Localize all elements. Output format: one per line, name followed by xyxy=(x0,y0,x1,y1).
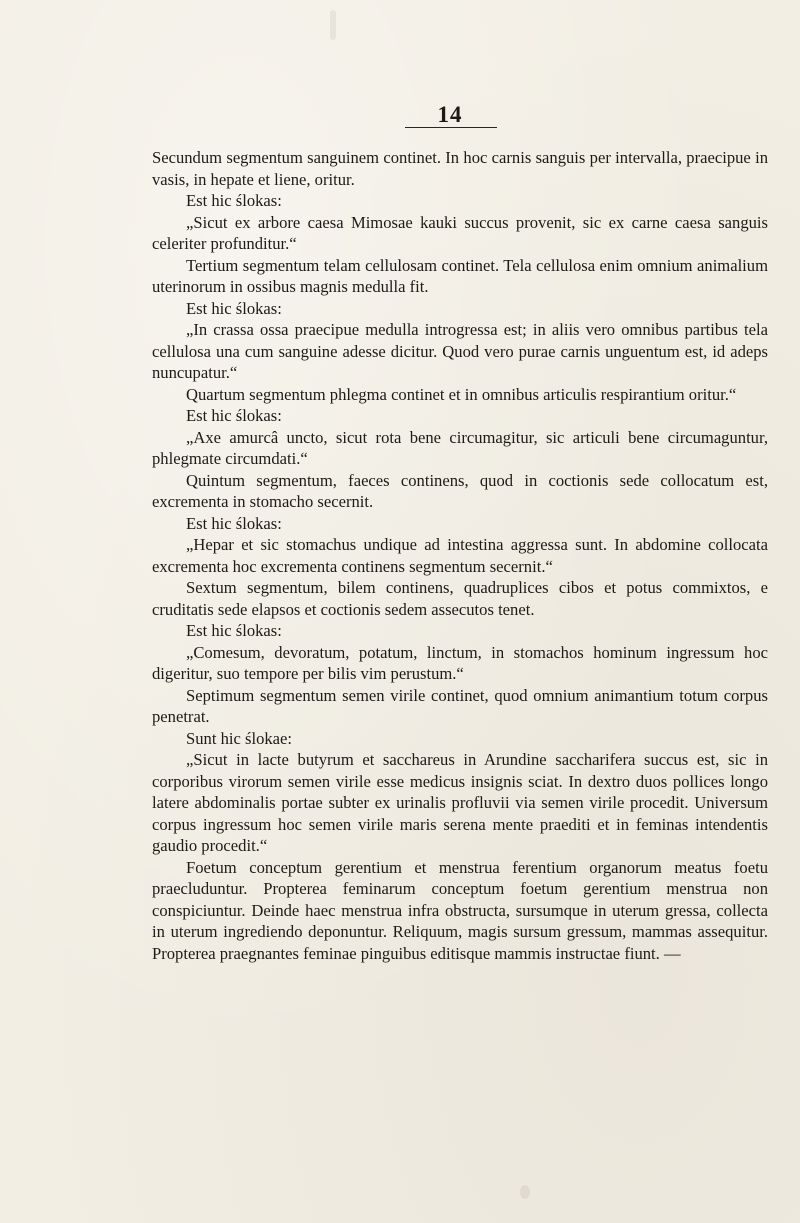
paragraph: Secundum segmentum sanguinem continet. In hoc carnis sanguis per intervalla, praecipue in vasis, in hepate et liene, oritur. xyxy=(152,148,768,189)
paragraph: Est hic ślokas: xyxy=(186,513,282,533)
paragraph: Est hic ślokas: xyxy=(186,298,282,318)
paragraph: „Hepar et sic stomachus undique ad intestina aggressa sunt. In abdomine collocata excrementa hoc excrementa continens segmentum secernit.“ xyxy=(152,535,768,576)
paragraph: Est hic ślokas: xyxy=(186,406,282,425)
paragraph: „Axe amurcâ uncto, sicut rota bene circumagitur, sic articuli bene circumaguntur, phlegmate circumdati.“ xyxy=(152,427,768,468)
paragraph: Septimum segmentum semen virile continet, quod omnium animantium totum corpus penetrat. xyxy=(152,685,768,726)
paragraph: Sextum segmentum, bilem continens, quadruplices cibos et potus commixtos, e cruditatis sede elapsos et coctionis sedem assecutos tenet. xyxy=(152,578,768,619)
paragraph: „Comesum, devoratum, potatum, linctum, in stomachos hominum ingressum hoc digeritur, suo tempore per bilis vim perustum.“ xyxy=(152,642,768,683)
paragraph: Est hic ślokas: xyxy=(186,191,282,210)
paragraph: „Sicut ex arbore caesa Mimosae kauki succus provenit, sic ex carne caesa sanguis celeriter profunditur.“ xyxy=(152,212,768,253)
paragraph: „In crassa ossa praecipue medulla introgressa est; in aliis vero omnibus partibus tela cellulosa una cum sanguine adesse dicitur. Quod vero purae carnis unguentum est, id adeps nuncupatur.“ xyxy=(152,320,768,382)
page-number: 14 xyxy=(437,102,463,127)
paragraph: Quintum segmentum, faeces continens, quod in coctionis sede collocatum est, excrementa in stomacho secernit. xyxy=(152,470,768,511)
paragraph: Est hic ślokas: xyxy=(186,621,282,640)
paragraph: Tertium segmentum telam cellulosam continet. Tela cellulosa enim omnium animalium uterinorum in ossibus magnis medulla fit. xyxy=(152,255,768,296)
paper-stain xyxy=(330,10,336,40)
body-text xyxy=(152,147,768,964)
paragraph: Foetum conceptum gerentium et menstrua ferentium organorum meatus foetu praecluduntur. Propterea feminarum conceptum foetum gerentium menstrua non conspiciuntur. Deinde haec menstrua infra obstructa, sursumque in uterum gressa, collecta in uterum ingrediendo deponuntur. Reliquum, magis sursum gressum, mammas assequitur. Propterea praegnantes feminae pinguibus editisque mammis instructae fiunt. — xyxy=(152,857,768,963)
paper-stain xyxy=(520,1185,530,1199)
paragraph: Quartum segmentum phlegma continet et in omnibus articulis respirantium oritur.“ xyxy=(186,384,737,404)
paragraph: „Sicut in lacte butyrum et sacchareus in Arundine saccharifera succus est, sic in corporibus virorum semen virile esse medicus insignis sciat. In dextro duos pollices longo latere abdominalis portae subter ex urinalis profluvii via semen virile procedit. Universum corpus ingressum hoc semen virile maris serena mente praediti et in feminas intendentis gaudio procedit.“ xyxy=(152,750,768,855)
page-number-rule xyxy=(405,127,497,128)
paragraph: Sunt hic ślokae: xyxy=(186,728,293,748)
